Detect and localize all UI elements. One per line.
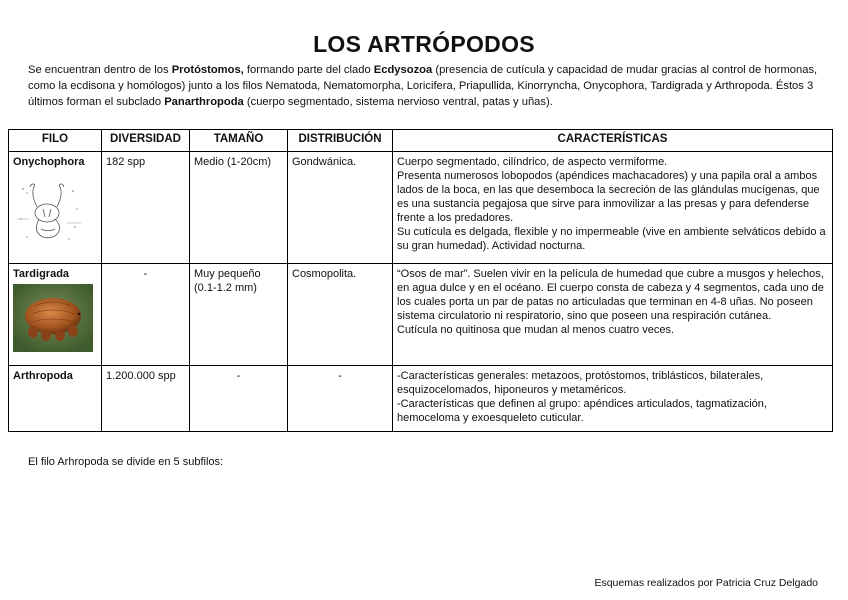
header-filo: FILO	[9, 130, 102, 152]
cell-caracteristicas	[393, 152, 833, 264]
subphyla-intro: El filo Arhropoda se divide en 5 subfilos:	[28, 456, 224, 468]
intro-text-3: (presencia de cutícula y capacidad de mudar gracias al control de hormonas, como la ecdisona y homólogos) junto a los filos Nematoda, Nematomorpha, Loricifera, Priapullida, Kinorryncha, Onycophora, Tardigrada y Arthropoda. Éstos 3 últimos forman el subclado	[28, 64, 818, 108]
header-tamano: TAMAÑO	[190, 130, 288, 152]
caracteristica-line: Presenta numerosos lobopodos (apéndices machacadores) y una papila oral a ambos lados de la boca, en las que desemboca la secreción de las glándulas mucígenas, que es una sustancia pegajosa que sirve para inmovilizar a las presas y para defenderse frente a los predadores.	[397, 170, 820, 224]
cell-distribucion: -	[288, 366, 393, 432]
cell-filo	[9, 152, 102, 264]
page-title: LOS ARTRÓPODOS	[313, 31, 535, 57]
caracteristica-line: Su cutícula es delgada, flexible y no impermeable (vive en ambiente selváticos debido a su gran humedad). Actividad nocturna.	[397, 226, 826, 252]
cell-filo	[9, 366, 102, 432]
header-caracteristicas: CARACTERÍSTICAS	[393, 130, 833, 152]
phyla-table	[8, 129, 833, 432]
filo-name: Onychophora	[13, 156, 85, 168]
table-header-row	[9, 130, 833, 152]
header-diversidad: DIVERSIDAD	[102, 130, 190, 152]
cell-filo	[9, 264, 102, 366]
tardigrade-photo	[13, 284, 93, 352]
cell-diversidad: 182 spp	[102, 152, 190, 264]
intro-bold-ecdysozoa: Ecdysozoa	[373, 64, 433, 76]
table-row	[9, 264, 833, 366]
filo-name: Arthropoda	[13, 370, 73, 382]
cell-distribucion: Cosmopolita.	[288, 264, 393, 366]
onychophora-illustration	[13, 179, 91, 245]
intro-text-1: Se encuentran dentro de los	[28, 64, 172, 76]
caracteristica-line: “Osos de mar”. Suelen vivir en la película de humedad que cubre a musgos y helechos, en agua dulce y en el océano. El cuerpo consta de cabeza y 4 segmentos, cada uno de los cuales porta un par de patas no articuladas que terminan en 4-8 uñas. No poseen sistema circulatorio ni respiratorio, sino que poseen una respiración cutánea.	[397, 268, 824, 322]
caracteristica-line: Cuerpo segmentado, cilíndrico, de aspecto vermiforme.	[397, 156, 668, 168]
caracteristica-line: Cutícula no quitinosa que mudan al menos cuatro veces.	[397, 324, 674, 336]
intro-bold-panarthropoda: Panarthropoda	[164, 96, 244, 108]
cell-distribucion: Gondwánica.	[288, 152, 393, 264]
header-distribucion: DISTRIBUCIÓN	[288, 130, 393, 152]
cell-diversidad: 1.200.000 spp	[102, 366, 190, 432]
cell-tamano: Muy pequeño (0.1-1.2 mm)	[190, 264, 288, 366]
cell-tamano: -	[190, 366, 288, 432]
credit-line: Esquemas realizados por Patricia Cruz Delgado	[594, 577, 818, 589]
filo-name: Tardigrada	[13, 268, 70, 280]
intro-bold-protostomos: Protóstomos,	[171, 64, 244, 76]
cell-diversidad: -	[102, 264, 190, 366]
table-row	[9, 152, 833, 264]
intro-text-4: (cuerpo segmentado, sistema nervioso ventral, patas y uñas).	[243, 96, 553, 108]
table-row	[9, 366, 833, 432]
cell-caracteristicas	[393, 366, 833, 432]
cell-caracteristicas	[393, 264, 833, 366]
cell-tamano: Medio (1-20cm)	[190, 152, 288, 264]
intro-paragraph	[28, 62, 820, 110]
caracteristica-line: -Características que definen al grupo: apéndices articulados, tagmatización, hemoceloma y exoesqueleto cuticular.	[397, 398, 767, 424]
intro-text-2: formando parte del clado	[243, 64, 374, 76]
caracteristica-line: -Características generales: metazoos, protóstomos, triblásticos, bilaterales, esquizocelomados, hiponeuros y metaméricos.	[397, 370, 764, 396]
